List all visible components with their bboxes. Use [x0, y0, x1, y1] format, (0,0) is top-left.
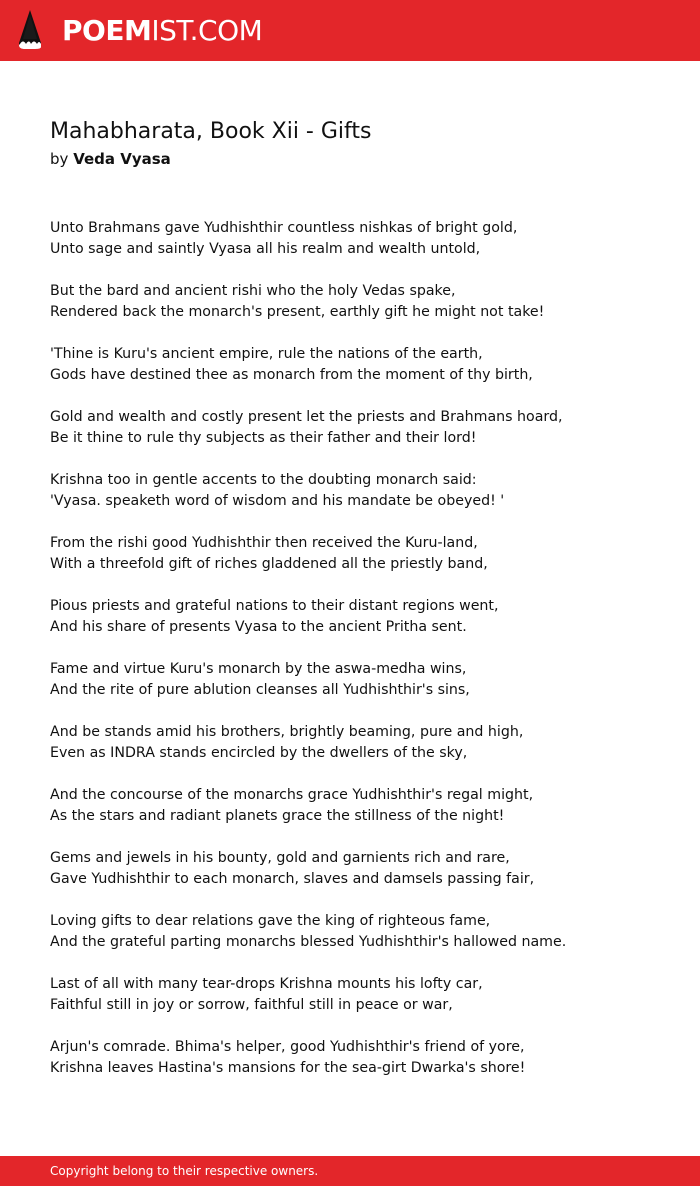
poem-line: Faithful still in joy or sorrow, faithful still in peace or war, — [50, 997, 453, 1013]
poem-line: Krishna leaves Hastina's mansions for the sea-girt Dwarka's shore! — [50, 1060, 526, 1076]
stanza — [50, 848, 670, 911]
poem-line: Arjun's comrade. Bhima's helper, good Yudhishthir's friend of yore, — [50, 1039, 525, 1055]
poem-title: Mahabharata, Book Xii - Gifts — [50, 119, 372, 144]
poem-line: With a threefold gift of riches gladdened all the priestly band, — [50, 556, 488, 572]
stanza — [50, 533, 670, 596]
poem-line: Krishna too in gentle accents to the doubting monarch said: — [50, 472, 477, 488]
poem-line: Gems and jewels in his bounty, gold and garnients rich and rare, — [50, 850, 510, 866]
stanza — [50, 344, 670, 407]
poem-line: 'Vyasa. speaketh word of wisdom and his mandate be obeyed! ' — [50, 493, 505, 509]
poem-line: Unto sage and saintly Vyasa all his realm and wealth untold, — [50, 241, 481, 257]
by-prefix: by — [50, 150, 69, 168]
poem-line: Even as INDRA stands encircled by the dwellers of the sky, — [50, 745, 468, 761]
poem-line: Pious priests and grateful nations to their distant regions went, — [50, 598, 499, 614]
poem-line: 'Thine is Kuru's ancient empire, rule the nations of the earth, — [50, 346, 483, 362]
stanza — [50, 785, 670, 848]
poem-line: Gave Yudhishthir to each monarch, slaves and damsels passing fair, — [50, 871, 535, 887]
stanza — [50, 218, 670, 281]
site-footer — [0, 1156, 700, 1186]
poem-line: Be it thine to rule thy subjects as their father and their lord! — [50, 430, 477, 446]
poem-line: But the bard and ancient rishi who the holy Vedas spake, — [50, 283, 456, 299]
poem-body — [50, 218, 670, 1100]
poem-line: Gold and wealth and costly present let the priests and Brahmans hoard, — [50, 409, 563, 425]
poem-line: Fame and virtue Kuru's monarch by the aswa-medha wins, — [50, 661, 467, 677]
poem-line: Unto Brahmans gave Yudhishthir countless nishkas of bright gold, — [50, 220, 518, 236]
byline — [50, 149, 171, 169]
stanza — [50, 911, 670, 974]
poem-line: And his share of presents Vyasa to the ancient Pritha sent. — [50, 619, 467, 635]
stanza — [50, 722, 670, 785]
pen-nib-icon — [17, 9, 43, 51]
poem-line: Rendered back the monarch's present, earthly gift he might not take! — [50, 304, 545, 320]
stanza — [50, 281, 670, 344]
site-logo[interactable] — [62, 13, 262, 49]
logo-text-bold: POEM — [62, 14, 152, 47]
stanza — [50, 1037, 670, 1100]
poem-line: Last of all with many tear-drops Krishna mounts his lofty car, — [50, 976, 483, 992]
author-name: Veda Vyasa — [73, 150, 171, 168]
poem-line: From the rishi good Yudhishthir then received the Kuru-land, — [50, 535, 478, 551]
site-header — [0, 0, 700, 61]
stanza — [50, 407, 670, 470]
stanza — [50, 596, 670, 659]
poem-line: Gods have destined thee as monarch from the moment of thy birth, — [50, 367, 533, 383]
poem-line: And the rite of pure ablution cleanses all Yudhishthir's sins, — [50, 682, 470, 698]
poem-line: As the stars and radiant planets grace the stillness of the night! — [50, 808, 505, 824]
poem-line: And the grateful parting monarchs blessed Yudhishthir's hallowed name. — [50, 934, 567, 950]
poem-line: Loving gifts to dear relations gave the king of righteous fame, — [50, 913, 491, 929]
stanza — [50, 659, 670, 722]
stanza — [50, 974, 670, 1037]
poem-line: And be stands amid his brothers, brightly beaming, pure and high, — [50, 724, 524, 740]
poem-line: And the concourse of the monarchs grace Yudhishthir's regal might, — [50, 787, 534, 803]
logo-text-light: IST.COM — [151, 14, 263, 47]
copyright-notice: Copyright belong to their respective owners. — [50, 1164, 319, 1178]
stanza — [50, 470, 670, 533]
